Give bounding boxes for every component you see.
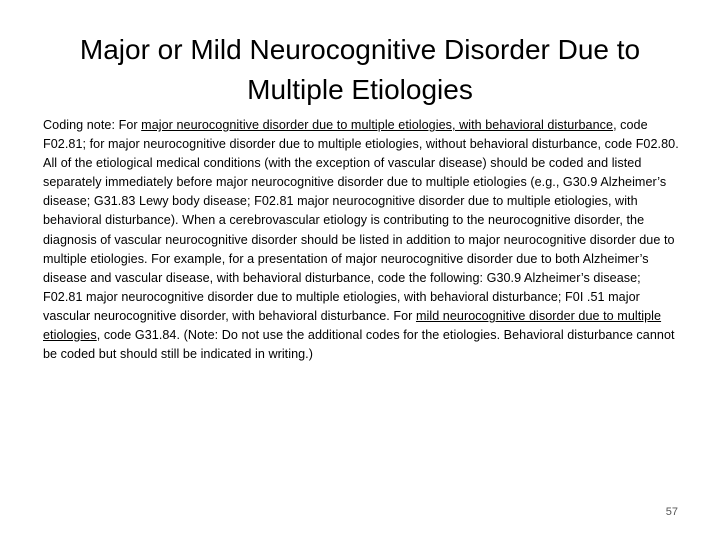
page-number: 57 [665, 506, 678, 518]
underlined-term-major: major neurocognitive disorder due to multiple etiologies, with behavioral disturbance [141, 118, 614, 132]
underlined-term-mild: mild neurocognitive disorder due to multiple etiologies [43, 308, 662, 343]
coding-note-label: Coding note: [43, 118, 116, 132]
body-text-segment: , code G31.84. (Note: Do not use the additional codes for the etiologies. Behavioral disturbance cannot be coded but should still be indicated in writing.) [43, 328, 675, 362]
slide-title: Major or Mild Neurocognitive Disorder Due to Multiple Etiologies [79, 34, 641, 105]
body-text-segment: , code F02.81; for major neurocognitive disorder due to multiple etiologies, without behavioral disturbance, code F02.80. All of the etiological medical conditions (with the exception of vascular disease) should be coded and listed separately immediately before major neurocognitive disorder due to multiple etiologies (e.g., G30.9 Alzheimer’s disease; G31.83 Lewy body disease; F02.81 major neurocognitive disorder due to multiple etiologies, with behavioral disturbance). When a cerebrovascular etiology is contributing to the neurocognitive disorder, the diagnosis of vascular neurocognitive disorder should be listed in addition to major neurocognitive disorder due to multiple etiologies. For example, for a presentation of major neurocognitive disorder due to both Alzheimer’s disease and vascular disease, with behavioral disturbance, code the following: G30.9 Alzheimer’s disease; F02.81 major neurocognitive disorder due to multiple etiologies, with behavioral disturbance; F0I .51 major vascular neurocognitive disorder, with behavioral disturbance. For [43, 118, 679, 323]
body-text-segment: For [115, 118, 142, 132]
slide-body-text [43, 116, 681, 364]
